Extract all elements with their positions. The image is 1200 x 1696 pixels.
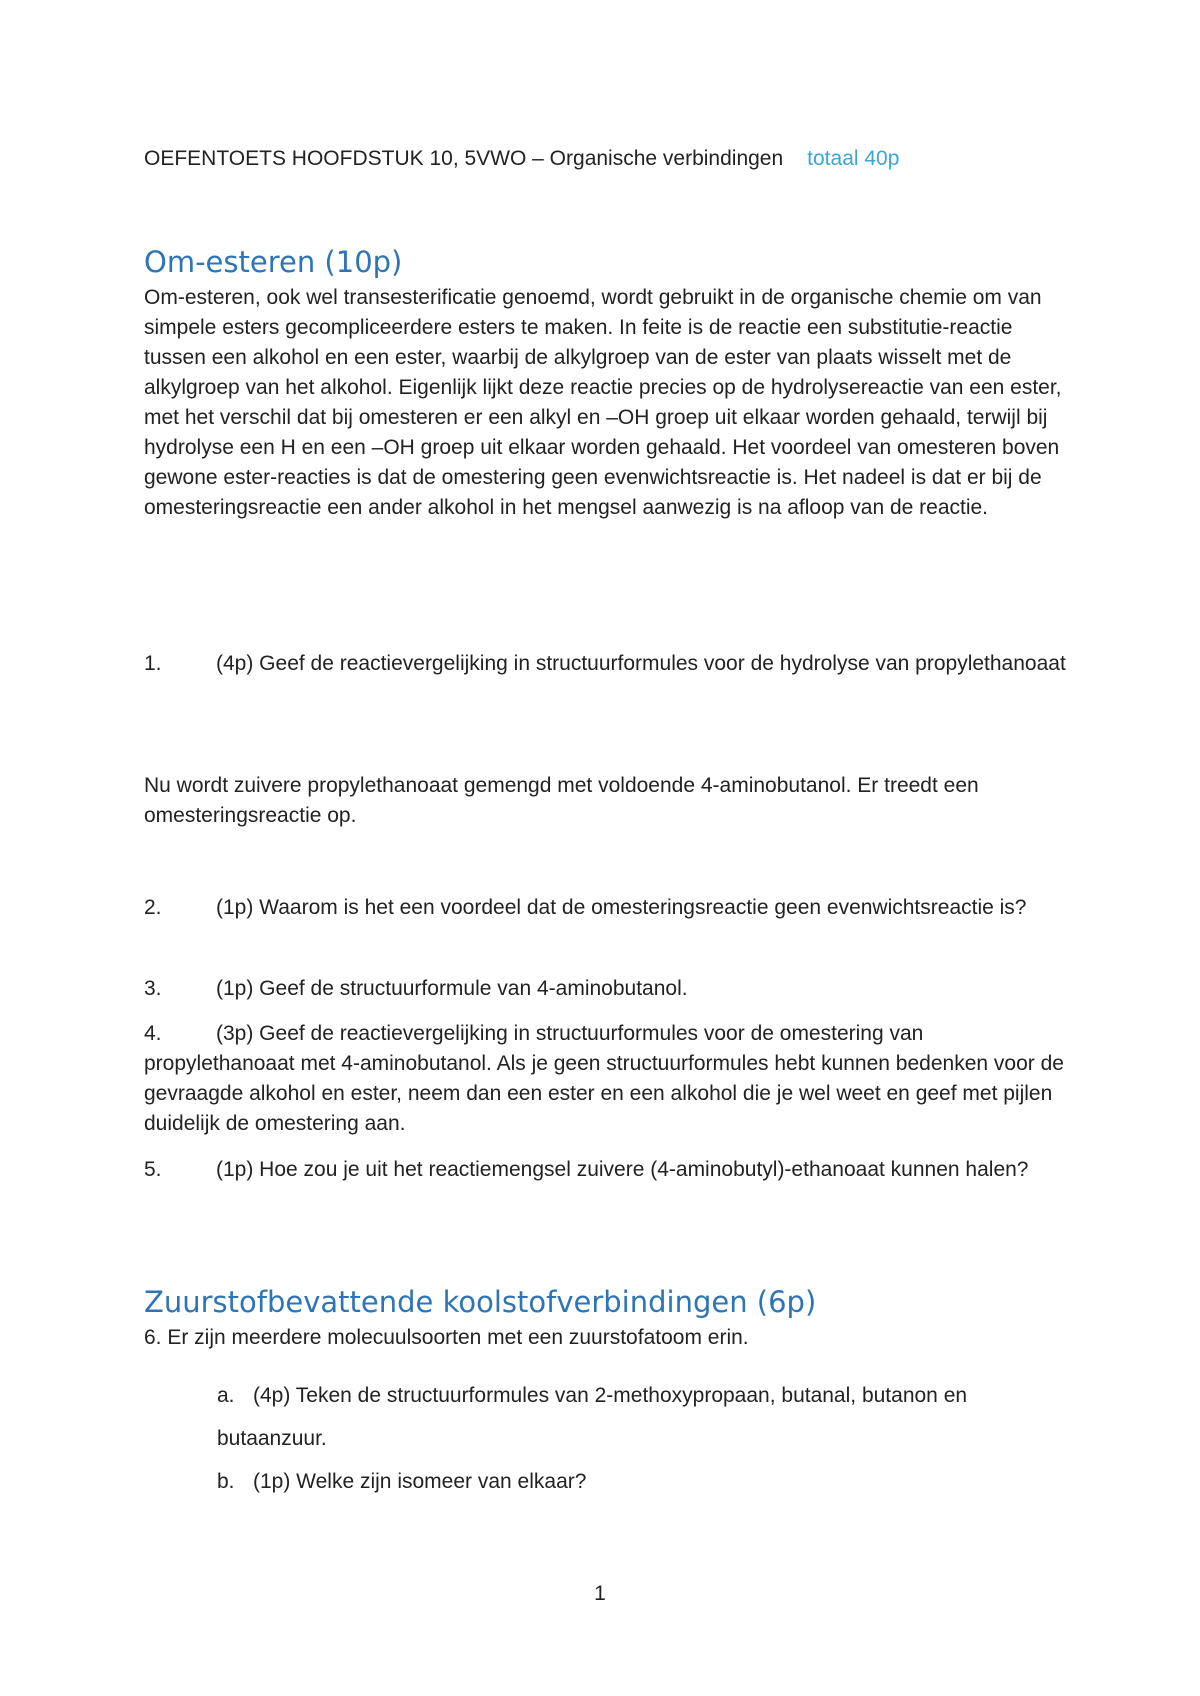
question-1 xyxy=(144,649,1074,679)
context-paragraph: Nu wordt zuivere propylethanoaat gemengd met voldoende 4-aminobutanol. Er treedt een omesteringsreactie op. xyxy=(144,774,979,827)
total-points: totaal 40p xyxy=(807,147,900,170)
subquestion-text: (4p) Teken de structuurformules van 2-methoxypropaan, butanal, butanon en butaanzuur. xyxy=(217,1384,968,1450)
page-number: 1 xyxy=(594,1582,606,1605)
subquestion-label: a. xyxy=(217,1384,235,1407)
question-text: (1p) Geef de structuurformule van 4-aminobutanol. xyxy=(216,977,688,1000)
question-text: (1p) Waarom is het een voordeel dat de omesteringsreactie geen evenwichtsreactie is? xyxy=(216,896,1027,919)
subquestion-text: (1p) Welke zijn isomeer van elkaar? xyxy=(253,1470,587,1493)
question-6: 6. Er zijn meerdere molecuulsoorten met een zuurstofatoom erin. xyxy=(144,1326,749,1349)
question-2 xyxy=(144,893,1074,923)
intro-paragraph: Om-esteren, ook wel transesterificatie genoemd, wordt gebruikt in de organische chemie om van simpele esters gecompliceerdere esters te maken. In feite is de reactie een substitutie-reactie tussen een alkohol en een ester, waarbij de alkylgroep van de ester van plaats wisselt met de alkylgroep van het alkohol. Eigenlijk lijkt deze reactie precies op de hydrolysereactie van een ester, met het verschil dat bij omesteren er een alkyl en –OH groep uit elkaar worden gehaald, terwijl bij hydrolyse een H en een –OH groep uit elkaar worden gehaald. Het voordeel van omesteren boven gewone ester-reacties is dat de omestering geen evenwichtsreactie is. Het nadeel is dat er bij de omesteringsreactie een ander alkohol in het mengsel aanwezig is na afloop van de reactie. xyxy=(144,286,1062,519)
question-text: (4p) Geef de reactievergelijking in structuurformules voor de hydrolyse van propylethanoaat xyxy=(216,652,1066,675)
question-text: (3p) Geef de reactievergelijking in structuurformules voor de omestering van propylethanoaat met 4-aminobutanol. Als je geen structuurformules hebt kunnen bedenken voor de gevraagde alkohol en ester, neem dan een ester en een alkohol die je wel weet en geef met pijlen duidelijk de omestering aan. xyxy=(144,1022,1064,1135)
question-number: 1. xyxy=(144,652,162,675)
section-heading-zuurstof: Zuurstofbevattende koolstofverbindingen (6p) xyxy=(144,1285,817,1319)
question-number: 5. xyxy=(144,1158,162,1181)
question-4 xyxy=(144,1019,1074,1139)
question-6b xyxy=(217,1460,1067,1503)
subquestion-label: b. xyxy=(217,1470,235,1493)
question-5 xyxy=(144,1155,1074,1185)
question-number: 2. xyxy=(144,896,162,919)
section-heading-om-esteren: Om-esteren (10p) xyxy=(144,245,403,279)
question-number: 3. xyxy=(144,977,162,1000)
question-text: (1p) Hoe zou je uit het reactiemengsel zuivere (4-aminobutyl)-ethanoaat kunnen halen? xyxy=(216,1158,1029,1181)
document-header xyxy=(144,146,899,172)
question-6a xyxy=(217,1374,1067,1460)
question-number: 4. xyxy=(144,1022,162,1045)
question-3 xyxy=(144,974,1074,1004)
document-title: OEFENTOETS HOOFDSTUK 10, 5VWO – Organische verbindingen xyxy=(144,147,784,170)
